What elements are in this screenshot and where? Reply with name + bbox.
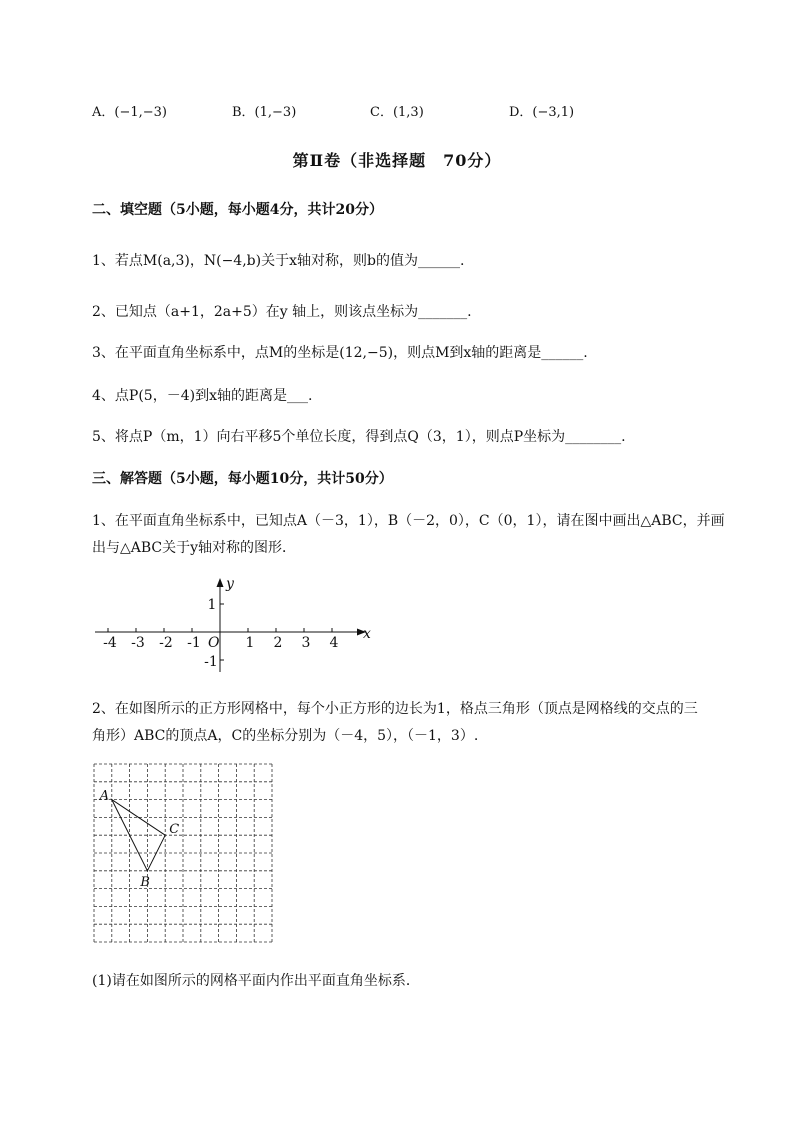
- y-tick-label: 1: [207, 597, 217, 613]
- coordinate-axes-figure: [90, 572, 390, 677]
- vertex-label-a: A: [99, 788, 110, 804]
- solve-question-2-part1: (1)请在如图所示的网格平面内作出平面直角坐标系．: [92, 973, 420, 989]
- fill-question-1: 1、若点M(a,3)，N(−4,b)关于x轴对称，则b的值为______.: [92, 253, 465, 269]
- solve-question-1-line1: 1、在平面直角坐标系中，已知点A（－3，1），B（－2，0），C（0，1），请在图中画出△ABC，并画: [92, 513, 725, 529]
- y-axis-arrow: [217, 578, 224, 587]
- vertex-labels: [99, 789, 179, 890]
- option-a: A．(−1,−3): [92, 105, 167, 120]
- fill-question-4: 4、点P(5，－4)到x轴的距离是___.: [92, 388, 313, 404]
- option-b: B．(1,−3): [232, 105, 297, 120]
- solve-question-2-line2: 角形）ABC的顶点A，C的坐标分别为（－4，5），（－1，3）.: [92, 728, 479, 744]
- x-tick-label: 2: [273, 635, 283, 651]
- grid-lines: [94, 764, 272, 942]
- x-tick-label: 4: [329, 635, 339, 651]
- y-axis-label: y: [226, 576, 234, 592]
- fill-question-2: 2、已知点（a+1，2a+5）在y 轴上，则该点坐标为_______.: [92, 304, 472, 320]
- part-title: 第Ⅱ卷（非选择题 70分）: [292, 151, 502, 170]
- x-tick-label: 1: [245, 635, 255, 651]
- vertex-label-c: C: [169, 822, 180, 838]
- x-axis-label: x: [363, 626, 371, 642]
- origin-label: O: [208, 635, 220, 651]
- vertex-label-b: B: [140, 874, 150, 890]
- x-tick-label: -3: [131, 635, 145, 651]
- x-tick-label: -2: [159, 635, 173, 651]
- square-grid-figure: [90, 760, 276, 946]
- fill-question-5: 5、将点P（m，1）向右平移5个单位长度，得到点Q（3，1），则点P坐标为________.: [92, 429, 626, 445]
- option-c: C．(1,3): [370, 105, 424, 120]
- fill-question-3: 3、在平面直角坐标系中，点M的坐标是(12,−5)，则点M到x轴的距离是______.: [92, 345, 588, 361]
- solve-question-2-line1: 2、在如图所示的正方形网格中，每个小正方形的边长为1，格点三角形（顶点是网格线的交点的三: [92, 701, 698, 717]
- solve-question-1-line2: 出与△ABC关于y轴对称的图形．: [92, 540, 297, 556]
- option-d: D．(−3,1): [509, 105, 575, 120]
- x-tick-label: -1: [187, 635, 201, 651]
- x-tick-label: 3: [301, 635, 311, 651]
- y-tick-label: -1: [204, 654, 218, 670]
- section3-heading: 三、解答题（5小题，每小题10分，共计50分）: [92, 471, 393, 487]
- x-tick-label: -4: [103, 635, 117, 651]
- section2-heading: 二、填空题（5小题，每小题4分，共计20分）: [92, 202, 383, 218]
